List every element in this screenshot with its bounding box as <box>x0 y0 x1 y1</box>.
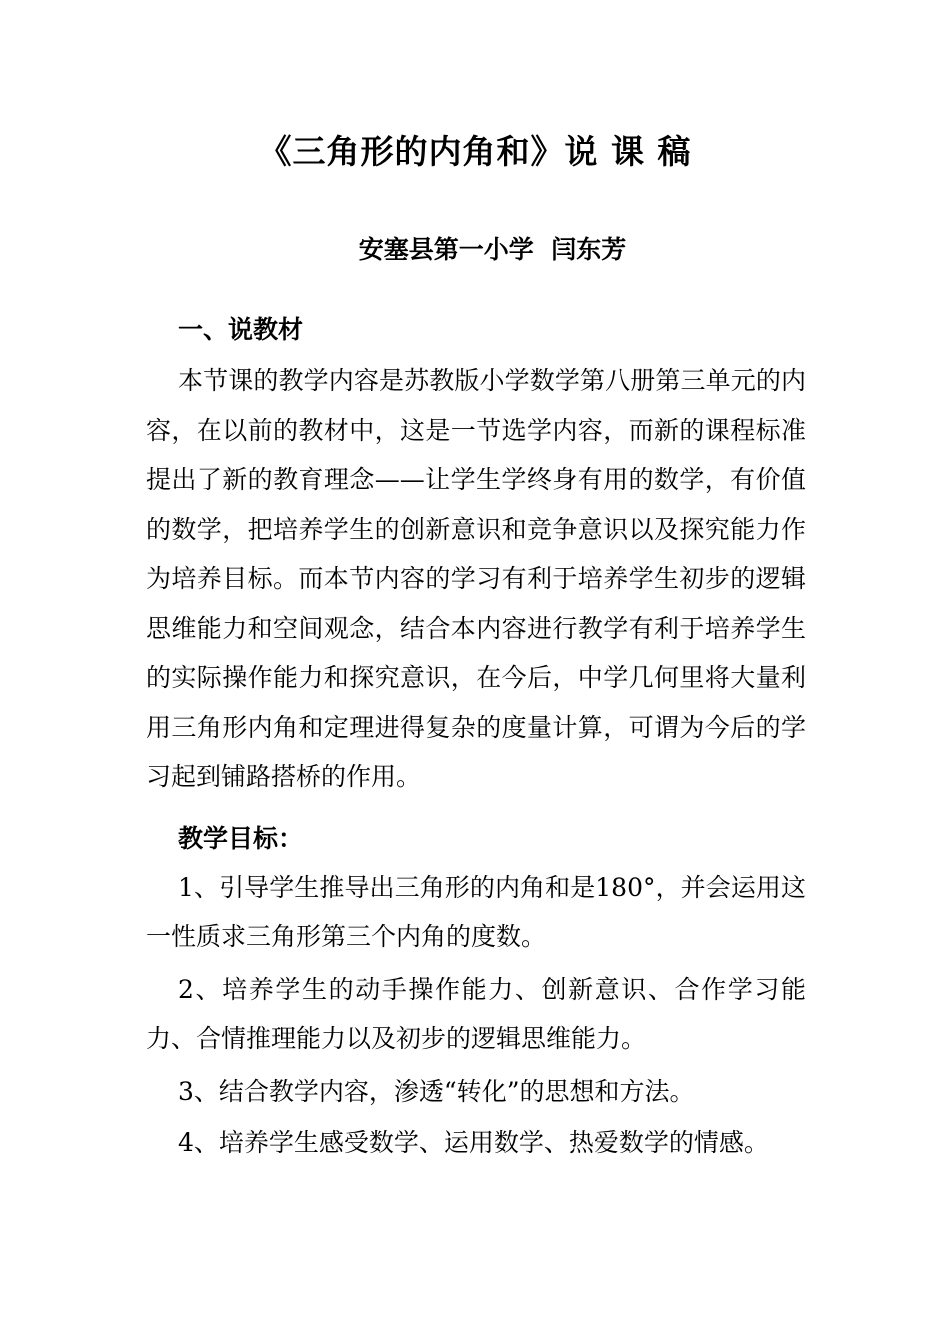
goal-item-2: 2、培养学生的动手操作能力、创新意识、合作学习能力、合情推理能力以及初步的逻辑思维能力。 <box>146 974 806 1053</box>
paragraph-teaching-material: 本节课的教学内容是苏教版小学数学第八册第三单元的内容，在以前的教材中，这是一节选学内容，而新的课程标准提出了新的教育理念——让学生学终身有用的数学，有价值的数学，把培养学生的创新意识和竞争意识以及探究能力作为培养目标。而本节内容的学习有利于培养学生初步的逻辑思维能力和空间观念，结合本内容进行教学有利于培养学生的实际操作能力和探究意识，在今后，中学几何里将大量利用三角形内角和定理进得复杂的度量计算，可谓为今后的学习起到铺路搭桥的作用。 <box>146 366 806 791</box>
section-heading-teaching-material: 一、说教材 <box>178 315 304 344</box>
document-body <box>146 305 806 1167</box>
goal-item-3: 3、结合教学内容，渗透“转化”的思想和方法。 <box>178 1076 695 1106</box>
section-heading-teaching-goals: 教学目标： <box>178 823 304 853</box>
goal-item-1: 1、引导学生推导出三角形的内角和是180°，并会运用这一性质求三角形第三个内角的度数。 <box>146 872 806 951</box>
goal-item-4: 4、培养学生感受数学、运用数学、热爱数学的情感。 <box>178 1127 769 1157</box>
document-title: 《三角形的内角和》说 课 稿 <box>258 132 692 171</box>
author-line: 安塞县第一小学 闫东芳 <box>358 235 627 264</box>
